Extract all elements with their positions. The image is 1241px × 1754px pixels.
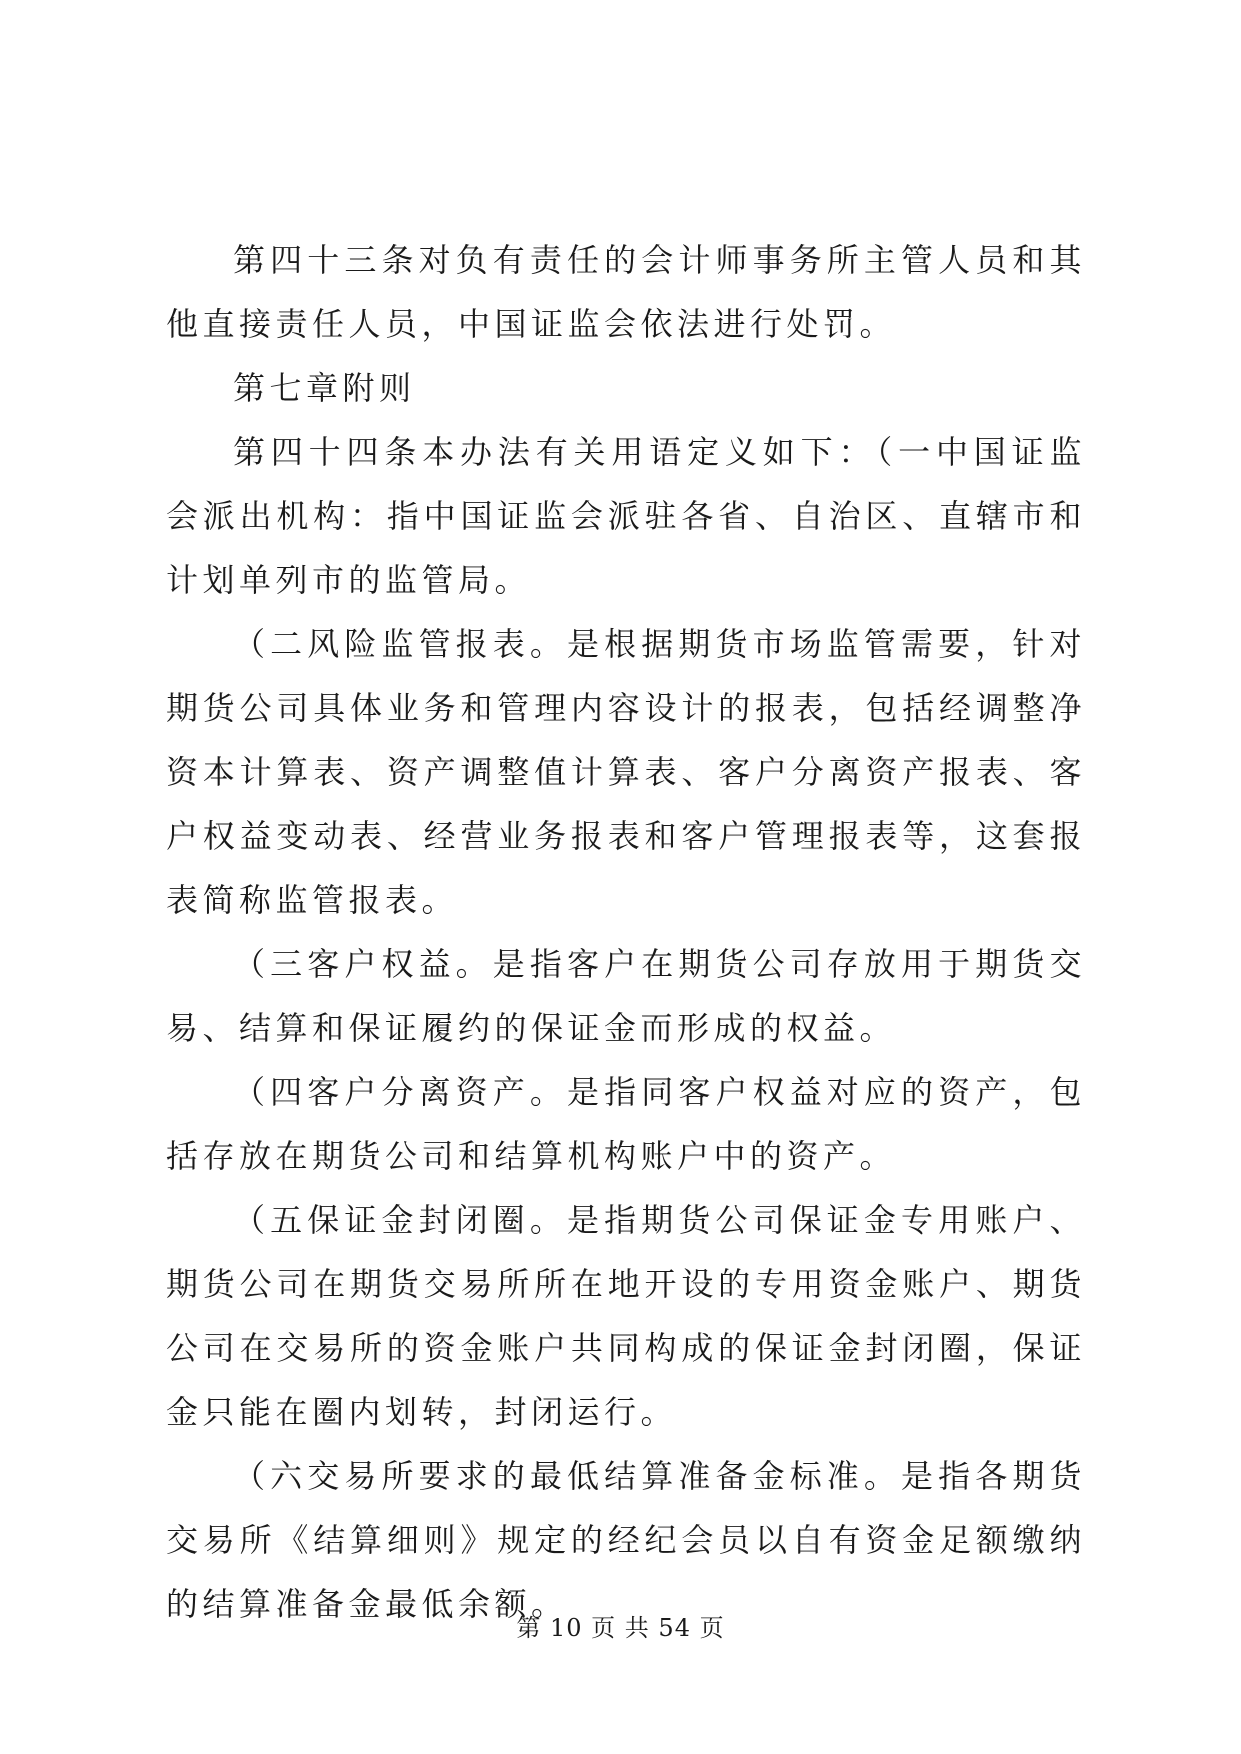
chapter-heading: 第七章附则 bbox=[233, 369, 416, 407]
paragraph-article-43: 第四十三条对负有责任的会计师事务所主管人员和其他直接责任人员，中国证监会依法进行处罚。 bbox=[166, 241, 1086, 343]
paragraph-item-4: （四客户分离资产。是指同客户权益对应的资产，包括存放在期货公司和结算机构账户中的资产。 bbox=[166, 1073, 1086, 1175]
document-body bbox=[166, 228, 1086, 1636]
paragraph-item-6: （六交易所要求的最低结算准备金标准。是指各期货交易所《结算细则》规定的经纪会员以自有资金足额缴纳的结算准备金最低余额。 bbox=[166, 1457, 1086, 1623]
paragraph-article-44: 第四十四条本办法有关用语定义如下：（一中国证监会派出机构：指中国证监会派驻各省、自治区、直辖市和计划单列市的监管局。 bbox=[166, 433, 1086, 599]
paragraph-item-5: （五保证金封闭圈。是指期货公司保证金专用账户、期货公司在期货交易所所在地开设的专用资金账户、期货公司在交易所的资金账户共同构成的保证金封闭圈，保证金只能在圈内划转，封闭运行。 bbox=[166, 1201, 1086, 1431]
paragraph-item-2: （二风险监管报表。是根据期货市场监管需要，针对期货公司具体业务和管理内容设计的报表，包括经调整净资本计算表、资产调整值计算表、客户分离资产报表、客户权益变动表、经营业务报表和客户管理报表等，这套报表简称监管报表。 bbox=[166, 625, 1086, 919]
paragraph-item-3: （三客户权益。是指客户在期货公司存放用于期货交易、结算和保证履约的保证金而形成的权益。 bbox=[166, 945, 1086, 1047]
page-number-label: 第 10 页 共 54 页 bbox=[516, 1614, 725, 1642]
page-footer bbox=[0, 1608, 1241, 1643]
